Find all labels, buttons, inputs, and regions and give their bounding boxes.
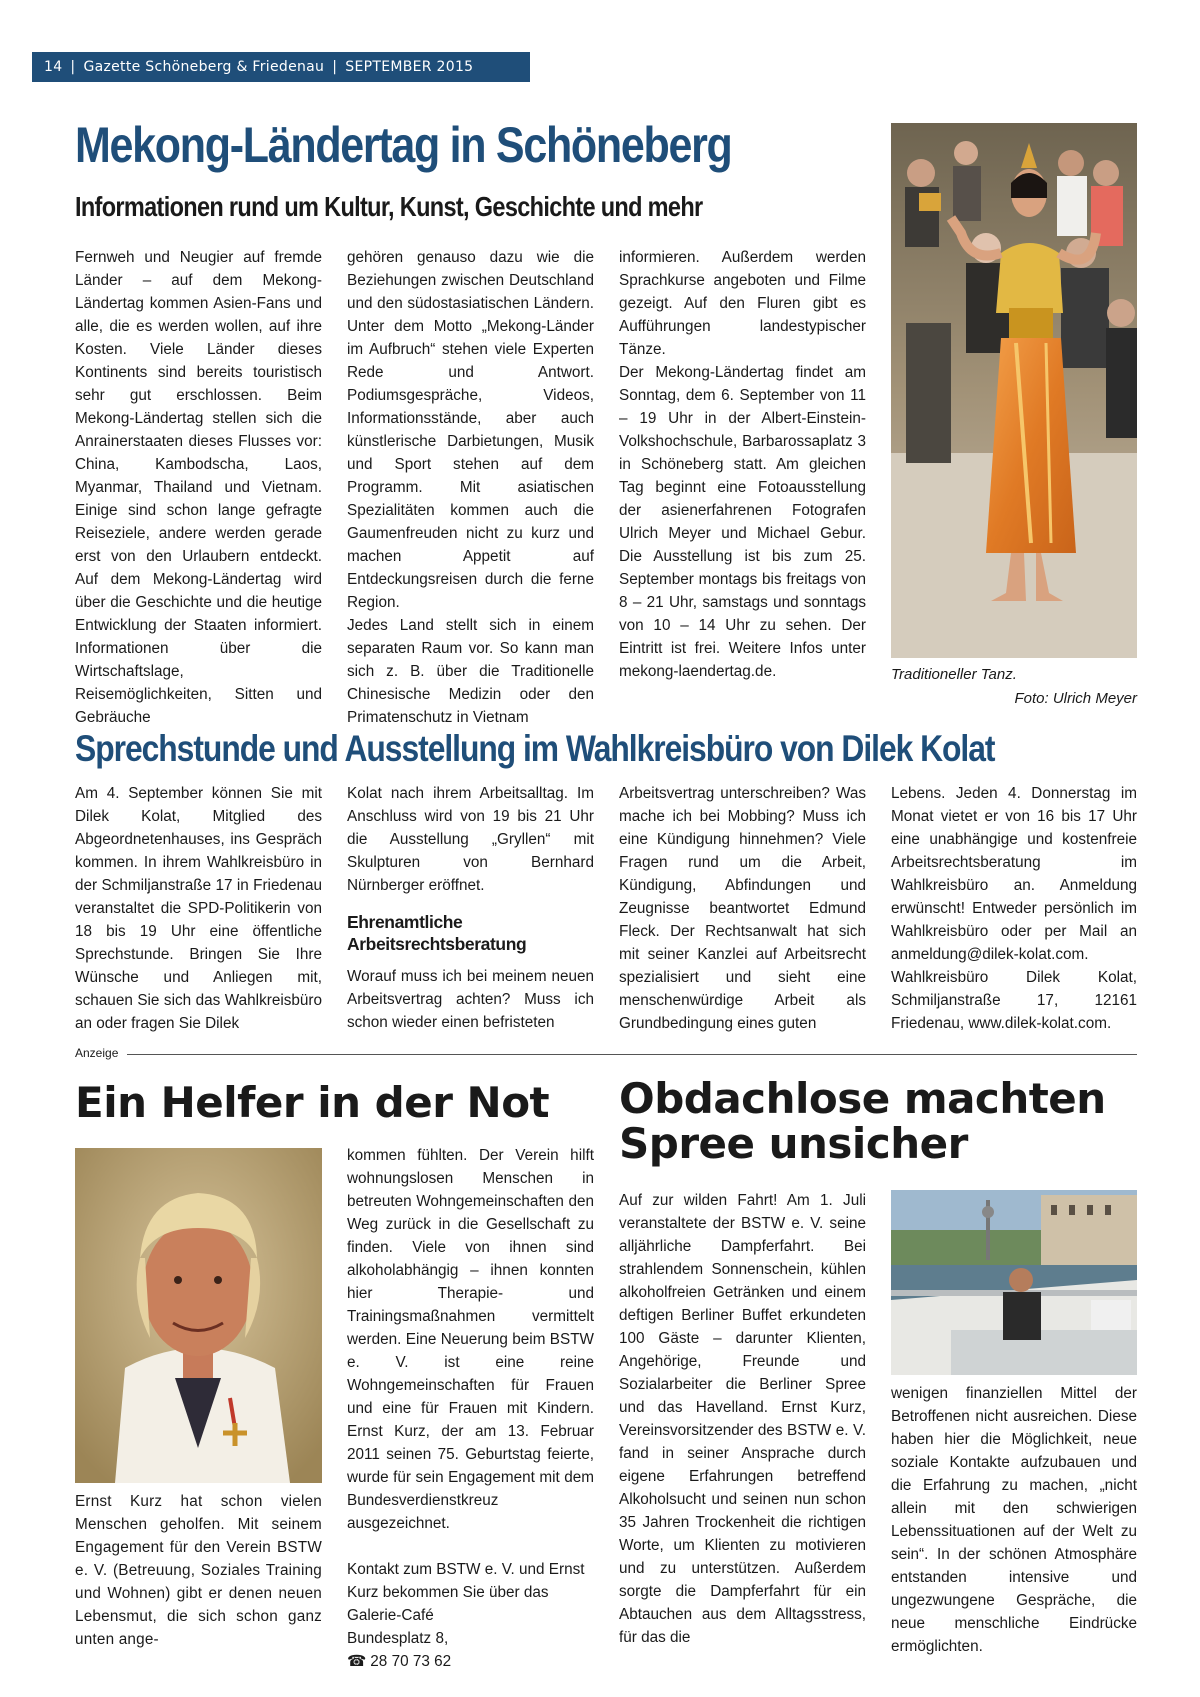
article2-column-1	[75, 782, 322, 1035]
article1-text-2b: Jedes Land stellt sich in einem separaten Raum vor. So kann man sich z. B. über die Traditionelle Chinesische Medizin oder den Primatenschutz in Vietnam	[347, 617, 594, 726]
article3-column-2	[347, 1144, 594, 1673]
article2-subheading: Ehrenamtliche Arbeitsrechtsberatung	[347, 912, 527, 954]
article3-address: Bundesplatz 8,	[347, 1630, 449, 1647]
article2-text-1: Am 4. September können Sie mit Dilek Kolat, Mitglied des Abgeordnetenhauses, ins Gespräch kommen. In ihrem Wahlkreisbüro in der Schmiljanstraße 17 in Friedenau veranstaltet die SPD-Politikerin von 18 bis 19 Uhr eine öffentliche Sprechstunde. Bringen Sie Ihre Wünsche und Anliegen mit, schauen Sie sich das Wahlkreisbüro an oder fragen Sie Dilek	[75, 785, 322, 1032]
article2-title: Sprechstunde und Ausstellung im Wahlkreisbüro von Dilek Kolat	[75, 728, 995, 769]
article2-column-2	[347, 782, 594, 1034]
article4-column-2	[891, 1382, 1137, 1658]
ad-divider	[127, 1054, 1137, 1055]
dancer-photo	[891, 123, 1137, 658]
article3-caption-text: Ernst Kurz hat schon vielen Menschen geholfen. Mit seinem Engagement für den Verein BSTW e. V. (Betreuung, Soziales Training und Wohnen) gibt er denen neuen Lebensmut, die sich schon ganz unten ange-	[75, 1493, 322, 1648]
article1-text-3b: Der Mekong-Ländertag findet am Sonntag, dem 6. September von 11 – 19 Uhr in der Albert-Einstein-Volkshochschule, Barbarossaplatz 3 in Schöneberg statt. Am gleichen Tag beginnt eine Fotoausstellung der asienerfahrenen Fotografen Ulrich Meyer und Michael Gebur. Die Ausstellung ist bis zum 25. September montags bis freitags von 8 – 21 Uhr, samstags und sonntags von 10 – 14 Uhr zu sehen. Der Eintritt ist frei. Weitere Infos unter mekong-laendertag.de.	[619, 364, 866, 680]
page-number: 14	[44, 59, 63, 75]
article2-text-2a: Kolat nach ihrem Arbeitsalltag. Im Anschluss wird von 19 bis 21 Uhr die Ausstellung „Gryllen“ mit Skulpturen von Bernhard Nürnberger eröffnet.	[347, 785, 594, 894]
article3-text: kommen fühlten. Der Verein hilft wohnungslosen Menschen in betreuten Wohngemeinschaften den Weg zurück in die Gesellschaft zu finden. Viele von ihnen sind alkoholabhängig – ihnen konnten hier Therapie- und Trainingsmaßnahmen vermittelt werden. Eine Neuerung beim BSTW e. V. ist eine reine Wohngemeinschaften für Frauen und eine für Frauen mit Kindern. Ernst Kurz, der am 13. Februar 2011 seinen 75. Geburtstag feierte, wurde für sein Engagement mit dem Bundesverdienstkreuz ausgezeichnet.	[347, 1147, 594, 1532]
article2-column-4	[891, 782, 1137, 1035]
article4-title-line-2: Spree unsicher	[619, 1119, 968, 1169]
article4-text-1: Auf zur wilden Fahrt! Am 1. Juli veranstaltete der BSTW e. V. seine alljährliche Dampferfahrt. Bei strahlendem Sonnenschein, kühlen alkoholfreien Getränken und einem deftigen Berliner Buffet erkundeten 100 Gäste – darunter Klienten, Angehörige, Freunde und Sozialarbeiter die Berliner Spree und das Havelland. Ernst Kurz, Vereinsvorsitzender des BSTW e. V. fand in seiner Ansprache durch eigene Erfahrungen betreffend Alkoholsucht und seinen nun schon 35 Jahren Trockenheit die richtigen Worte, um Klienten zu motivieren und zu unterstützen. Außerdem sorgte die Dampferfahrt für ein Abtauchen aus dem Alltagsstress, für das die	[619, 1192, 866, 1646]
article2-text-2b: Worauf muss ich bei meinem neuen Arbeitsvertrag achten? Muss ich schon wieder einen befristeten	[347, 968, 594, 1031]
article2-column-3	[619, 782, 866, 1035]
article3-title: Ein Helfer in der Not	[75, 1078, 550, 1127]
dancer-photo-credit: Foto: Ulrich Meyer	[1014, 690, 1137, 707]
portrait-photo	[75, 1148, 322, 1483]
article1-column-3	[619, 246, 866, 683]
publication-name: Gazette Schöneberg & Friedenau	[83, 59, 325, 75]
article1-column-1	[75, 246, 322, 729]
article1-text-1: Fernweh und Neugier auf fremde Länder – auf dem Mekong-Ländertag kommen Asien-Fans und alle, die es werden wollen, auf ihre Kosten. Viele Länder dieses Kontinents sind bereits touristisch sehr gut erschlossen. Beim Mekong-Ländertag stellen sich die Anrainerstaaten dieses Flusses vor: China, Kambodscha, Laos, Myanmar, Thailand und Vietnam. Einige sind schon lange gefragte Reiseziele, andere werden gerade erst von den Urlaubern entdeckt. Auf dem Mekong-Ländertag wird über die Geschichte und die heutige Entwicklung der Staaten informiert. Informationen über die Wirtschaftslage, Reisemöglichkeiten, Sitten und Gebräuche	[75, 249, 322, 726]
ad-label: Anzeige	[75, 1046, 119, 1060]
article4-title	[619, 1076, 1106, 1167]
article1-text-2a: gehören genauso dazu wie die Beziehungen zwischen Deutschland und den südostasiatischen Ländern. Unter dem Motto „Mekong-Länder im Aufbruch“ stehen viele Experten Rede und Antwort. Podiumsgespräche, Videos, Informationsstände, aber auch künstlerische Darbietungen, Musik und Sport stehen auf dem Programm. Mit asiatischen Spezialitäten kommen auch die Gaumenfreuden nicht zu kurz und machen Appetit auf Entdeckungsreisen durch die ferne Region.	[347, 249, 594, 611]
article4-text-2: wenigen finanziellen Mittel der Betroffenen nicht ausreichen. Diese haben hier die Möglichkeit, neue soziale Kontakte aufzubauen und die Erfahrung zu machen, „nicht allein mit den schwierigen Lebenssituationen auf der Welt zu sein“. In der schönen Atmosphäre entstanden intensive und ungezwungene Gespräche, die neue menschliche Eindrücke ermöglichten.	[891, 1385, 1137, 1655]
boat-photo	[891, 1190, 1137, 1375]
article3-contact: Kontakt zum BSTW e. V. und Ernst Kurz bekommen Sie über das Galerie-Café	[347, 1561, 585, 1624]
page-header: 14 | Gazette Schöneberg & Friedenau | SEPTEMBER 2015	[32, 52, 530, 82]
article1-column-2	[347, 246, 594, 729]
portrait-caption	[75, 1490, 322, 1651]
article1-text-3a: informieren. Außerdem werden Sprachkurse angeboten und Filme gezeigt. Auf den Fluren gibt es Aufführungen landestypischer Tänze.	[619, 249, 866, 358]
dancer-caption: Traditioneller Tanz.	[891, 666, 1017, 683]
article4-column-1	[619, 1189, 866, 1649]
article1-subtitle: Informationen rund um Kultur, Kunst, Geschichte und mehr	[75, 191, 703, 222]
article2-text-3: Arbeitsvertrag unterschreiben? Was mache ich bei Mobbing? Muss ich eine Kündigung hinnehmen? Viele Fragen rund um die Arbeit, Kündigung, Abfindungen und Zeugnisse beantwortet Edmund Fleck. Der Rechtsanwalt hat sich mit seiner Kanzlei auf Arbeitsrecht spezialisiert und sieht eine menschenwürdige Arbeit als Grundbedingung eines guten	[619, 785, 866, 1032]
issue-date: SEPTEMBER 2015	[345, 59, 474, 75]
article1-title: Mekong-Ländertag in Schöneberg	[75, 117, 732, 173]
article4-title-line-1: Obdachlose machten	[619, 1074, 1106, 1123]
article3-phone: ☎ 28 70 73 62	[347, 1653, 452, 1670]
article2-text-4: Lebens. Jeden 4. Donnerstag im Monat vietet er von 16 bis 17 Uhr eine unabhängige und kostenfreie Arbeitsrechtsberatung im Wahlkreisbüro an. Anmeldung erwünscht! Entweder persönlich im Wahlkreisbüro oder per Mail an anmeldung@dilek-kolat.com. Wahlkreisbüro Dilek Kolat, Schmiljanstraße 17, 12161 Friedenau, www.dilek-kolat.com.	[891, 785, 1137, 1032]
